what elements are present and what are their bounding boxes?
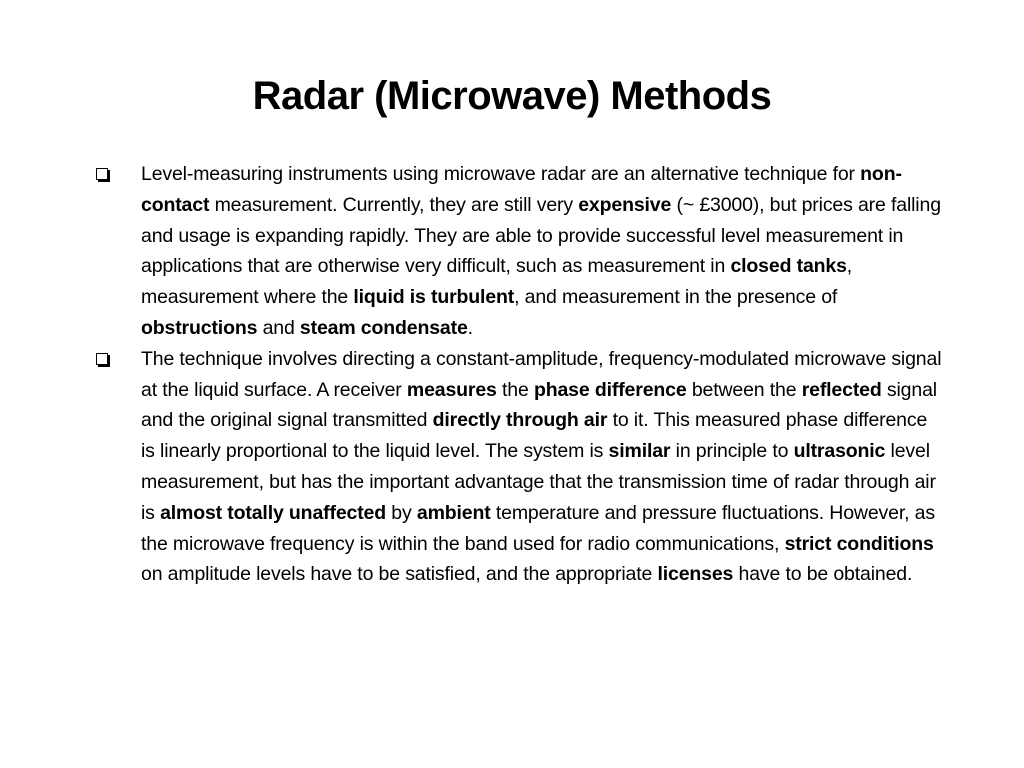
bold-phrase: expensive (578, 193, 672, 216)
text-run: between the (686, 378, 802, 401)
checkbox-square-icon (96, 353, 108, 365)
text-run: level measurement, but has the important advantage that the transmission time of radar through air is (141, 440, 936, 524)
bold-phrase: licenses (657, 563, 734, 586)
bullet-item (92, 159, 942, 344)
bullet-text (141, 348, 941, 586)
bold-phrase: similar (608, 440, 671, 463)
text-run: , measurement where the (141, 255, 853, 309)
bold-phrase: reflected (801, 378, 882, 401)
text-run: Level-measuring instruments using microwave radar are an alternative technique for (141, 163, 861, 185)
text-run: in principle to (670, 440, 794, 463)
checkbox-square-icon (96, 168, 108, 180)
bold-phrase: obstructions (141, 316, 258, 339)
text-run: have to be obtained. (733, 563, 913, 586)
bullet-item (92, 344, 942, 590)
bold-phrase: phase difference (533, 378, 687, 401)
bold-phrase: closed tanks (730, 255, 847, 278)
bold-phrase: non-contact (141, 163, 902, 216)
bullet-list (92, 159, 942, 590)
text-run: by (386, 501, 417, 524)
bold-phrase: ultrasonic (793, 440, 886, 463)
bold-phrase: steam condensate (299, 316, 468, 339)
text-run: the (496, 378, 534, 401)
text-run: on amplitude levels have to be satisfied, and the appropriate (141, 563, 658, 586)
text-run: measurement. Currently, they are still very (209, 193, 579, 216)
bold-phrase: almost totally unaffected (160, 501, 387, 524)
text-run: (~ £3000), but prices are falling and usage is expanding rapidly. They are able to provide successful level measurement in applications that are otherwise very difficult, such as measurement in (141, 193, 941, 278)
text-run: signal and the original signal transmitted (141, 378, 937, 432)
bullet-text (141, 163, 941, 339)
text-run: to it. This measured phase difference is linearly proportional to the liquid level. The system is (141, 409, 928, 463)
text-run: temperature and pressure fluctuations. However, as the microwave frequency is within the band used for radio communications, (141, 501, 935, 555)
text-run: and (257, 316, 300, 339)
bold-phrase: measures (406, 378, 497, 401)
bold-phrase: liquid is turbulent (353, 286, 515, 309)
bold-phrase: directly through air (432, 409, 608, 432)
slide-title: Radar (Microwave) Methods (252, 74, 772, 118)
text-run: . (467, 316, 473, 339)
text-run: , and measurement in the presence of (514, 286, 838, 309)
text-run: The technique involves directing a constant-amplitude, frequency-modulated microwave signal at the liquid surface. A receiver (141, 347, 942, 401)
bold-phrase: strict conditions (784, 532, 934, 555)
bold-phrase: ambient (416, 501, 491, 524)
